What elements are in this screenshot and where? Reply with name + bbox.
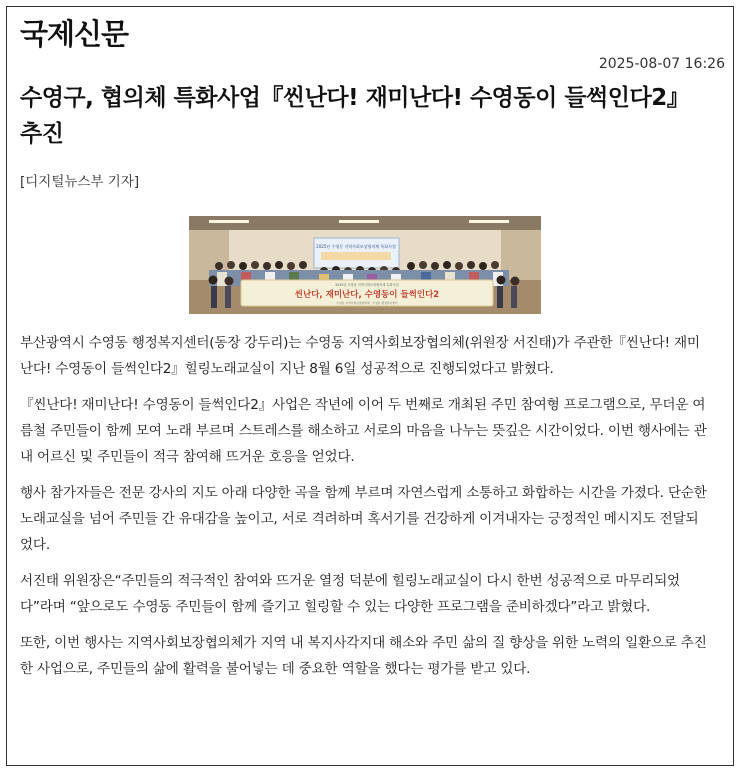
article-paragraph: 『씬난다! 재미난다! 수영동이 들썩인다2』사업은 작년에 이어 두 번째로 개최된 주민 참여형 프로그램으로, 무더운 여름철 주민들이 함께 모여 노래 부르며 스트레스를 해소하고 서로의 마음을 나누는 뜻깊은 시간이었다. 이번 행사에는 관내 어르신 및 주민들이 적극 참여해 뜨거운 호응을 얻었다. — [20, 397, 707, 465]
group-photo-illustration — [189, 216, 541, 314]
ceiling-light — [209, 220, 249, 223]
article-paragraph: 서진태 위원장은“주민들의 적극적인 참여와 뜨거운 열정 덕분에 힐링노래교실이 다시 한번 성공적으로 마무리되었다”라며 “앞으로도 수영동 주민들이 함께 즐기고 힐링할 수 있는 다양한 프로그램을 준비하겠다”라고 밝혔다. — [20, 573, 680, 615]
article-body — [20, 330, 710, 692]
screen-graphic — [321, 252, 391, 260]
screen-text: 2025년 수영동 지역사회보장협의체 특화사업 — [316, 244, 396, 249]
article-photo — [189, 216, 541, 314]
article-headline: 수영구, 협의체 특화사업『씬난다! 재미난다! 수영동이 들썩인다2』추진 — [20, 85, 690, 147]
article-date: 2025-08-07 16:26 — [598, 56, 725, 72]
ceiling-light — [469, 220, 509, 223]
banner-text: 씬난다, 재미난다, 수영동이 들썩인다2 — [294, 290, 440, 300]
ceiling-light — [339, 220, 379, 223]
article-paragraph: 부산광역시 수영동 행정복지센터(동장 강두리)는 수영동 지역사회보장협의체(위원장 서진태)가 주관한『씬난다! 재미난다! 수영동이 들썩인다2』힐링노래교실이 지난 8월 6일 성공적으로 진행되었다고 밝혔다. — [20, 335, 700, 377]
banner-footer-text: 수영동 지역사회보장협의체 · 수영동 행정복지센터 — [336, 301, 398, 305]
article-byline: [디지털뉴스부 기자] — [20, 174, 140, 190]
masthead-logo[interactable]: 국제신문 — [20, 17, 129, 51]
article-paragraph: 또한, 이번 행사는 지역사회보장협의체가 지역 내 복지사각지대 해소와 주민 삶의 질 향상을 위한 노력의 일환으로 추진한 사업으로, 주민들의 삶에 활력을 불어넣는 데 중요한 역할을 했다는 평가를 받고 있다. — [20, 635, 707, 677]
article-paragraph: 행사 참가자들은 전문 강사의 지도 아래 다양한 곡을 함께 부르며 자연스럽게 소통하고 화합하는 시간을 가졌다. 단순한 노래교실을 넘어 주민들 간 유대감을 높이고, 서로 격려하며 혹서기를 건강하게 이겨내자는 긍정적인 메시지도 전달되었다. — [20, 485, 707, 553]
banner-top-text: 2025년 수영동 지역사회보장협의체 특화사업 — [335, 283, 399, 287]
